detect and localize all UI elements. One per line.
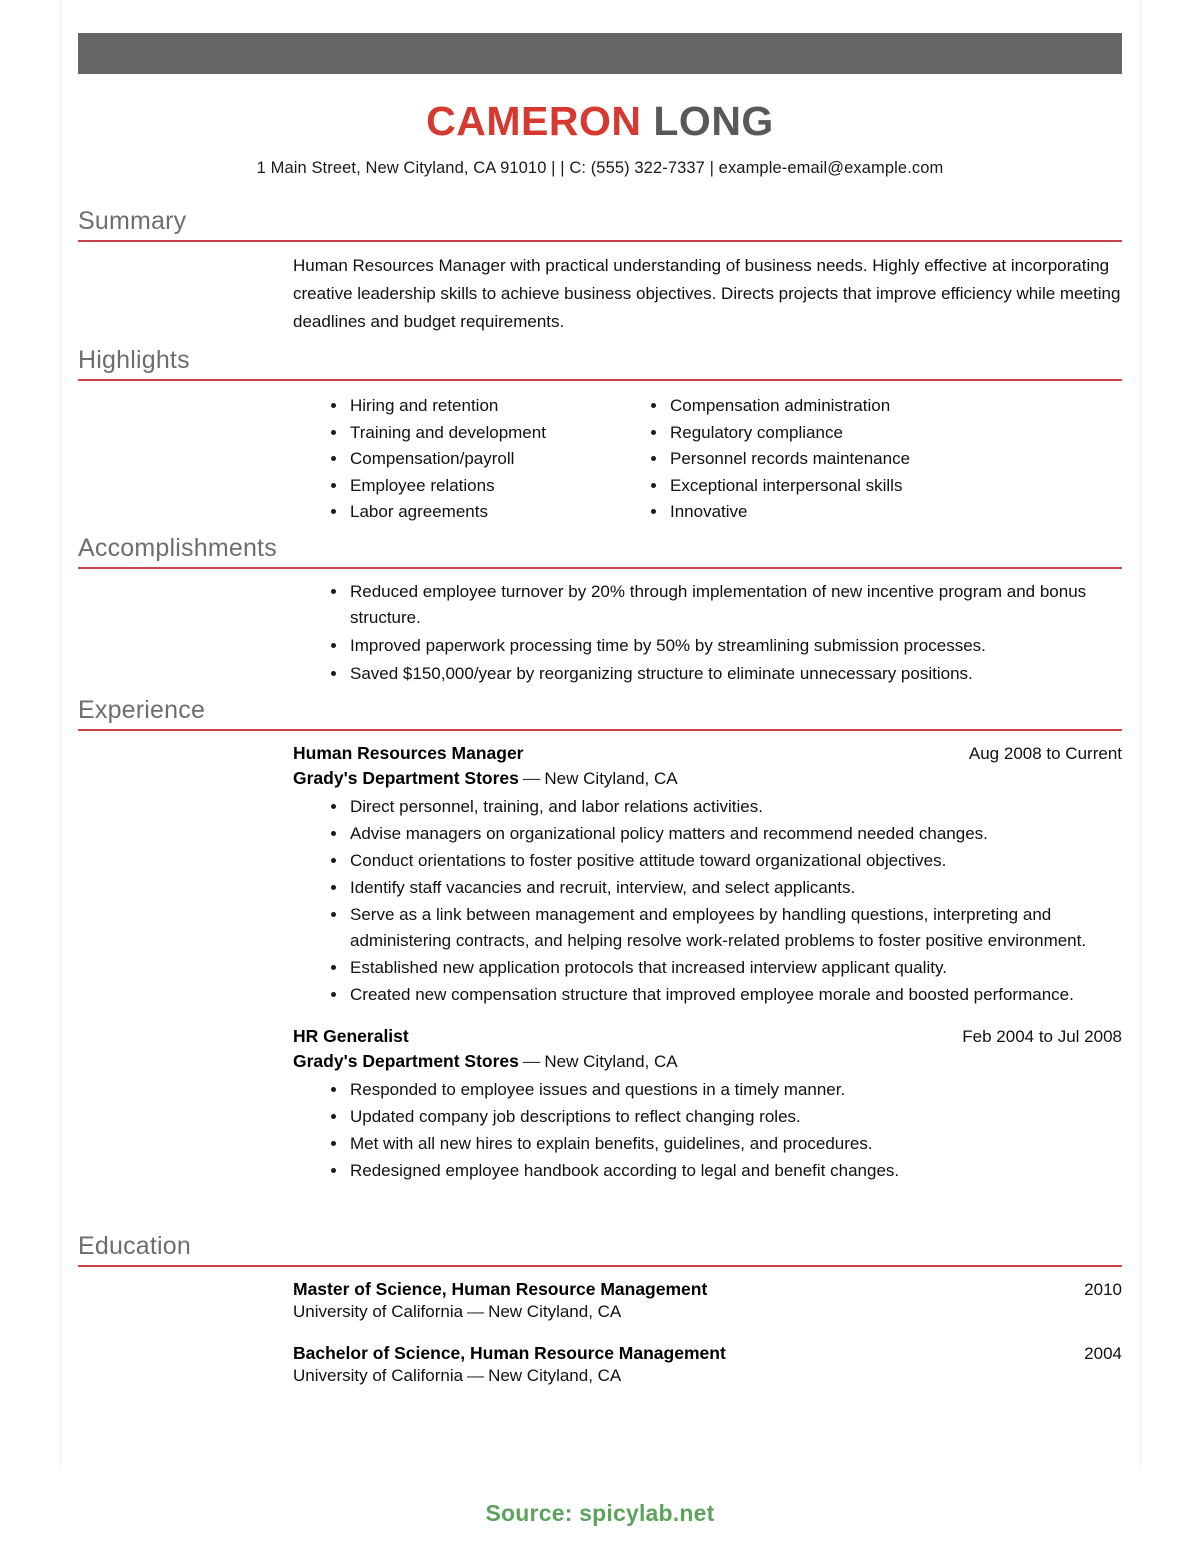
experience-job — [293, 743, 1122, 1008]
education-school: University of California — [293, 1302, 464, 1321]
section-accomplishments — [78, 533, 1122, 689]
section-rule-summary — [78, 240, 1122, 242]
list-item: Labor agreements — [328, 499, 648, 525]
job-bullet-list — [328, 1077, 1122, 1184]
accomplishments-body — [78, 569, 1122, 687]
section-title-education: Education — [78, 1232, 191, 1260]
candidate-last-name: LONG — [653, 98, 774, 144]
section-title-summary: Summary — [78, 207, 187, 235]
section-rule-education — [78, 1265, 1122, 1267]
list-item: Innovative — [648, 499, 968, 525]
education-separator-dash: — — [467, 1366, 485, 1385]
list-item: Established new application protocols that increased interview applicant quality. — [328, 955, 1122, 981]
candidate-name — [78, 100, 1122, 143]
section-head-highlights — [78, 345, 1122, 381]
list-item: Serve as a link between management and employees by handling questions, interpreting and administering contracts, and helping resolve work-related problems to foster positive environment. — [328, 902, 1122, 954]
list-item: Conduct orientations to foster positive attitude toward organizational objectives. — [328, 848, 1122, 874]
list-item: Employee relations — [328, 473, 648, 499]
list-item: Regulatory compliance — [648, 420, 968, 446]
contact-line: 1 Main Street, New Cityland, CA 91010 | | C: (555) 322-7337 | example-email@example.com — [256, 159, 944, 178]
education-school-row — [293, 1366, 1122, 1386]
list-item: Reduced employee turnover by 20% through implementation of new incentive program and bonus structure. — [328, 579, 1122, 631]
section-title-experience: Experience — [78, 696, 206, 724]
education-separator-dash: — — [467, 1302, 485, 1321]
accomplishments-list — [328, 579, 1122, 687]
job-bullets — [293, 1074, 1122, 1184]
resume-header — [78, 100, 1122, 178]
highlights-list-left — [328, 393, 648, 525]
highlights-body — [78, 381, 1122, 526]
education-body — [78, 1267, 1122, 1386]
education-year: 2010 — [1084, 1280, 1122, 1299]
list-item: Improved paperwork processing time by 50% by streamlining submission processes. — [328, 633, 1122, 659]
section-rule-experience — [78, 729, 1122, 731]
summary-text: Human Resources Manager with practical understanding of business needs. Highly effective at incorporating creative leadership skills to achieve business objectives. Directs projects that improve efficiency while meeting deadlines and budget requirements. — [293, 256, 1121, 331]
job-location: New Cityland, CA — [544, 1052, 678, 1071]
job-title: Human Resources Manager — [293, 743, 524, 763]
highlights-column-right — [648, 393, 968, 526]
highlights-list-right — [648, 393, 968, 525]
section-experience — [78, 695, 1122, 1202]
list-item: Responded to employee issues and questions in a timely manner. — [328, 1077, 1122, 1103]
job-location: New Cityland, CA — [544, 769, 678, 788]
job-title: HR Generalist — [293, 1026, 409, 1046]
section-title-highlights: Highlights — [78, 346, 190, 374]
section-title-accomplishments: Accomplishments — [78, 534, 277, 562]
list-item: Redesigned employee handbook according to legal and benefit changes. — [328, 1158, 1122, 1184]
section-summary — [78, 206, 1122, 336]
education-location: New Cityland, CA — [488, 1302, 622, 1321]
section-rule-accomplishments — [78, 567, 1122, 569]
list-item: Hiring and retention — [328, 393, 648, 419]
summary-body — [78, 242, 1122, 336]
section-head-accomplishments — [78, 533, 1122, 569]
job-separator-dash: — — [522, 768, 541, 788]
job-separator-dash: — — [522, 1051, 541, 1071]
list-item: Met with all new hires to explain benefits, guidelines, and procedures. — [328, 1131, 1122, 1157]
list-item: Saved $150,000/year by reorganizing structure to eliminate unnecessary positions. — [328, 661, 1122, 687]
section-head-education — [78, 1231, 1122, 1267]
section-head-summary — [78, 206, 1122, 242]
highlights-column-left — [328, 393, 648, 526]
education-header-row — [293, 1279, 1122, 1300]
education-school-row — [293, 1302, 1122, 1322]
education-header-row — [293, 1343, 1122, 1364]
list-item: Exceptional interpersonal skills — [648, 473, 968, 499]
header-gray-banner — [78, 33, 1122, 74]
page-border-right — [1140, 0, 1141, 1470]
list-item: Updated company job descriptions to reflect changing roles. — [328, 1104, 1122, 1130]
education-entry — [293, 1279, 1122, 1322]
candidate-first-name: CAMERON — [426, 98, 642, 144]
education-entry — [293, 1343, 1122, 1386]
list-item: Training and development — [328, 420, 648, 446]
list-item: Personnel records maintenance — [648, 446, 968, 472]
list-item: Compensation administration — [648, 393, 968, 419]
job-company: Grady's Department Stores — [293, 1051, 519, 1071]
list-item: Direct personnel, training, and labor relations activities. — [328, 794, 1122, 820]
education-location: New Cityland, CA — [488, 1366, 622, 1385]
section-rule-highlights — [78, 379, 1122, 381]
list-item: Identify staff vacancies and recruit, interview, and select applicants. — [328, 875, 1122, 901]
list-item: Compensation/payroll — [328, 446, 648, 472]
job-header-row — [293, 743, 1122, 764]
job-dates: Feb 2004 to Jul 2008 — [962, 1027, 1122, 1046]
list-item: Advise managers on organizational policy matters and recommend needed changes. — [328, 821, 1122, 847]
experience-job — [293, 1026, 1122, 1184]
section-highlights — [78, 345, 1122, 526]
section-education — [78, 1231, 1122, 1407]
education-year: 2004 — [1084, 1344, 1122, 1363]
job-company-row — [293, 766, 1122, 791]
source-attribution: Source: spicylab.net — [485, 1500, 715, 1526]
job-bullet-list — [328, 794, 1122, 1008]
job-dates: Aug 2008 to Current — [968, 744, 1122, 763]
job-company-row — [293, 1049, 1122, 1074]
section-head-experience — [78, 695, 1122, 731]
experience-body — [78, 731, 1122, 1184]
education-school: University of California — [293, 1366, 464, 1385]
job-header-row — [293, 1026, 1122, 1047]
job-bullets — [293, 791, 1122, 1008]
education-degree: Bachelor of Science, Human Resource Management — [293, 1343, 726, 1363]
job-company: Grady's Department Stores — [293, 768, 519, 788]
page-border-left — [60, 0, 61, 1470]
education-degree: Master of Science, Human Resource Management — [293, 1279, 708, 1299]
list-item: Created new compensation structure that improved employee morale and boosted performance. — [328, 982, 1122, 1008]
